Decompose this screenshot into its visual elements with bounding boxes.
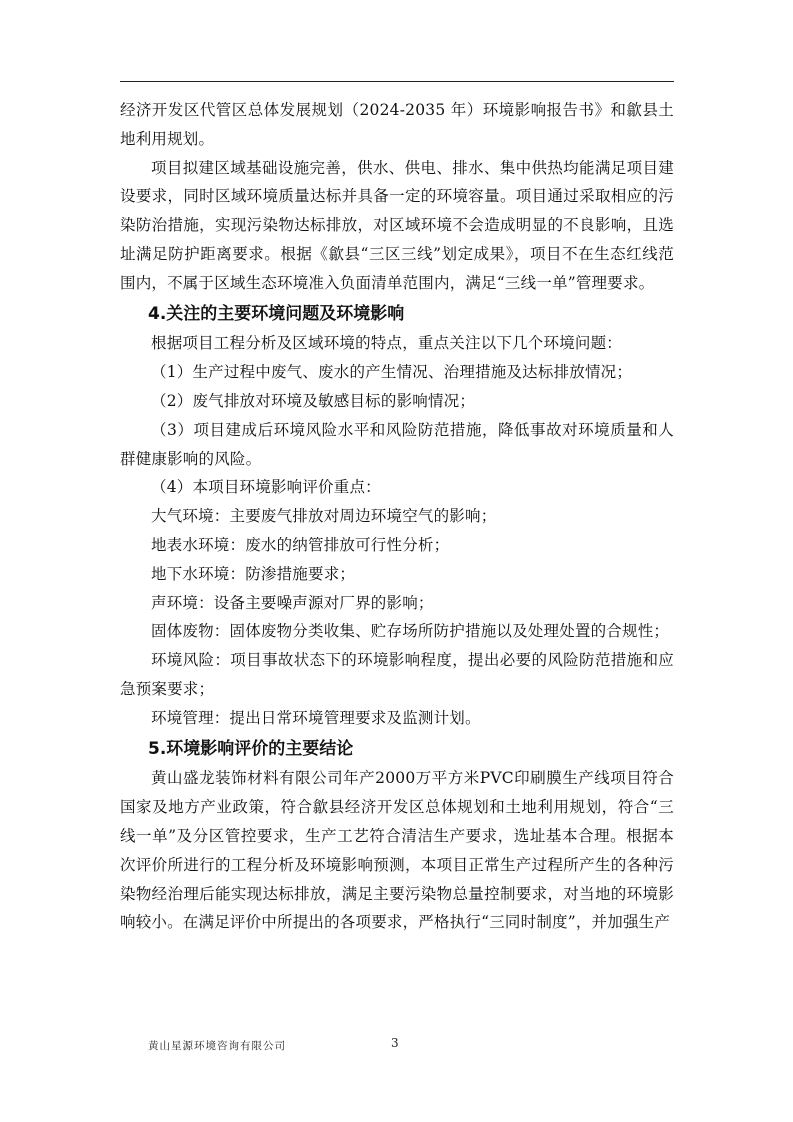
focus-surface-water: 地表水环境：废水的纳管排放可行性分析； (151, 535, 450, 554)
issue-item-3: （3）项目建成后环境风险水平和风险防范措施，降低事故对环境质量和人群健康影响的风险。 (120, 420, 674, 468)
issue-item-1: （1）生产过程中废气、废水的产生情况、治理措施及达标排放情况； (151, 363, 633, 382)
section-5-heading: 5.环境影响评价的主要结论 (148, 738, 354, 759)
focus-solid-waste: 固体废物：固体废物分类收集、贮存场所防护措施以及处理处置的合规性； (151, 622, 670, 641)
focus-management: 环境管理：提出日常环境管理要求及监测计划。 (151, 708, 481, 727)
paragraph-continued: 经济开发区代管区总体发展规划（2024-2035 年）环境影响报告书》和歙县土地利用规划。 (120, 101, 674, 148)
issue-item-4: （4）本项目环境影响评价重点： (151, 478, 381, 497)
paragraph-infrastructure: 项目拟建区域基础设施完善，供水、供电、排水、集中供热均能满足项目建设要求，同时区域环境质量达标并具备一定的环境容量。项目通过采取相应的污染防治措施，实现污染物达标排放，对区域环境不会造成明显的不良影响，且选址满足防护距离要求。根据《歙县“三区三线”划定成果》，项目不在生态红线范围内，不属于区域生态环境准入负面清单范围内，满足“三线一单”管理要求。 (120, 158, 674, 292)
page-body (120, 96, 674, 937)
page-number: 3 (391, 1036, 399, 1050)
focus-noise: 声环境：设备主要噪声源对厂界的影响； (151, 593, 434, 612)
header-rule (120, 81, 674, 82)
section-4-intro: 根据项目工程分析及区域环境的特点，重点关注以下几个环境问题： (151, 334, 623, 353)
section-5-body: 黄山盛龙装饰材料有限公司年产2000万平方米PVC印刷膜生产线项目符合国家及地方产业政策，符合歙县经济开发区总体规划和土地利用规划，符合“三线一单”及分区管控要求，生产工艺符合清洁生产要求，选址基本合理。根据本次评价所进行的工程分析及环境影响预测，本项目正常生产过程所产生的各种污染物经治理后能实现达标排放，满足主要污染物总量控制要求，对当地的环境影响较小。在满足评价中所提出的各项要求，严格执行“三同时制度”，并加强生产 (120, 769, 674, 932)
section-4-heading: 4.关注的主要环境问题及环境影响 (148, 303, 405, 324)
focus-air: 大气环境：主要废气排放对周边环境空气的影响； (151, 507, 497, 526)
issue-item-2: （2）废气排放对环境及敏感目标的影响情况； (151, 391, 476, 410)
focus-groundwater: 地下水环境：防渗措施要求； (151, 564, 356, 583)
focus-risk: 环境风险：项目事故状态下的环境影响程度，提出必要的风险防范措施和应急预案要求； (120, 651, 674, 698)
footer-company: 黄山星源环境咨询有限公司 (148, 1040, 286, 1052)
